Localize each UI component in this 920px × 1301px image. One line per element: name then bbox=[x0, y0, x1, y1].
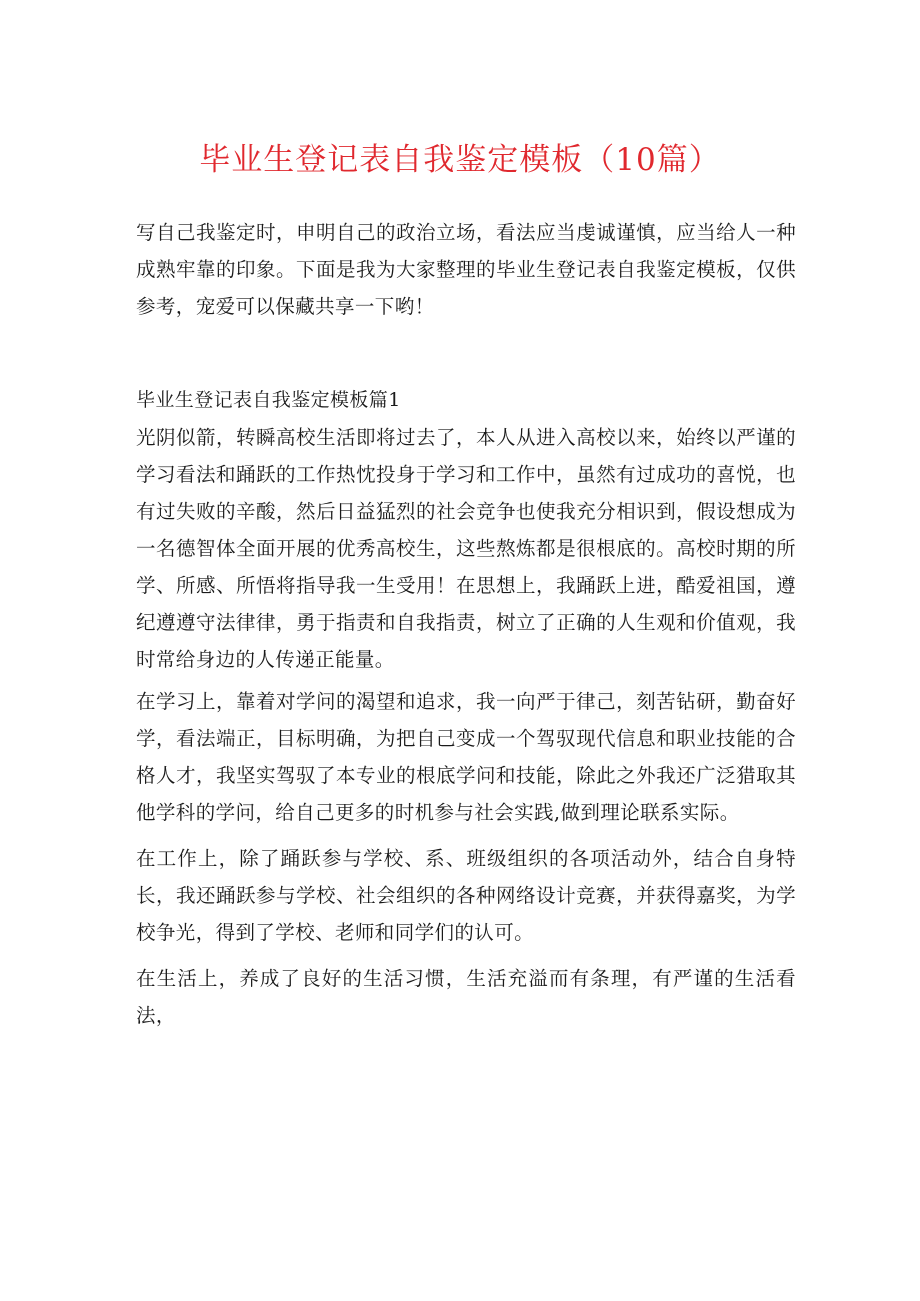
document-body bbox=[136, 214, 796, 1034]
document-title: 毕业生登记表自我鉴定模板（10篇） bbox=[199, 142, 721, 178]
body-paragraph: 在工作上，除了踊跃参与学校、系、班级组织的各项活动外，结合自身特长，我还踊跃参与学校、社会组织的各种网络设计竞赛，并获得嘉奖，为学校争光，得到了学校、老师和同学们的认可。 bbox=[136, 847, 796, 944]
body-paragraph: 在学习上，靠着对学问的渴望和追求，我一向严于律己，刻苦钻研，勤奋好学，看法端正，目标明确，为把自己变成一个驾驭现代信息和职业技能的合格人才，我坚实驾驭了本专业的根底学问和技能，除此之外我还广泛猎取其他学科的学问，给自己更多的时机参与社会实践,做到理论联系实际。 bbox=[136, 690, 796, 824]
body-paragraph: 在生活上，养成了良好的生活习惯，生活充溢而有条理，有严谨的生活看法， bbox=[136, 967, 796, 1027]
body-paragraph: 光阴似箭，转瞬高校生活即将过去了，本人从进入高校以来，始终以严谨的学习看法和踊跃的工作热忱投身于学习和工作中，虽然有过成功的喜悦，也有过失败的辛酸，然后日益猛烈的社会竞争也使我充分相识到，假设想成为一名德智体全面开展的优秀高校生，这些熬炼都是很根底的。高校时期的所学、所感、所悟将指导我一生受用！在思想上，我踊跃上进，酷爱祖国，遵纪遵遵守法律律，勇于指责和自我指责，树立了正确的人生观和价值观，我时常给身边的人传递正能量。 bbox=[136, 426, 796, 671]
intro-paragraph: 写自己我鉴定时，申明自己的政治立场，看法应当虔诚谨慎，应当给人一种成熟牢靠的印象。下面是我为大家整理的毕业生登记表自我鉴定模板，仅供参考，宠爱可以保藏共享一下哟！ bbox=[136, 221, 796, 318]
section-heading: 毕业生登记表自我鉴定模板篇1 bbox=[136, 389, 401, 411]
